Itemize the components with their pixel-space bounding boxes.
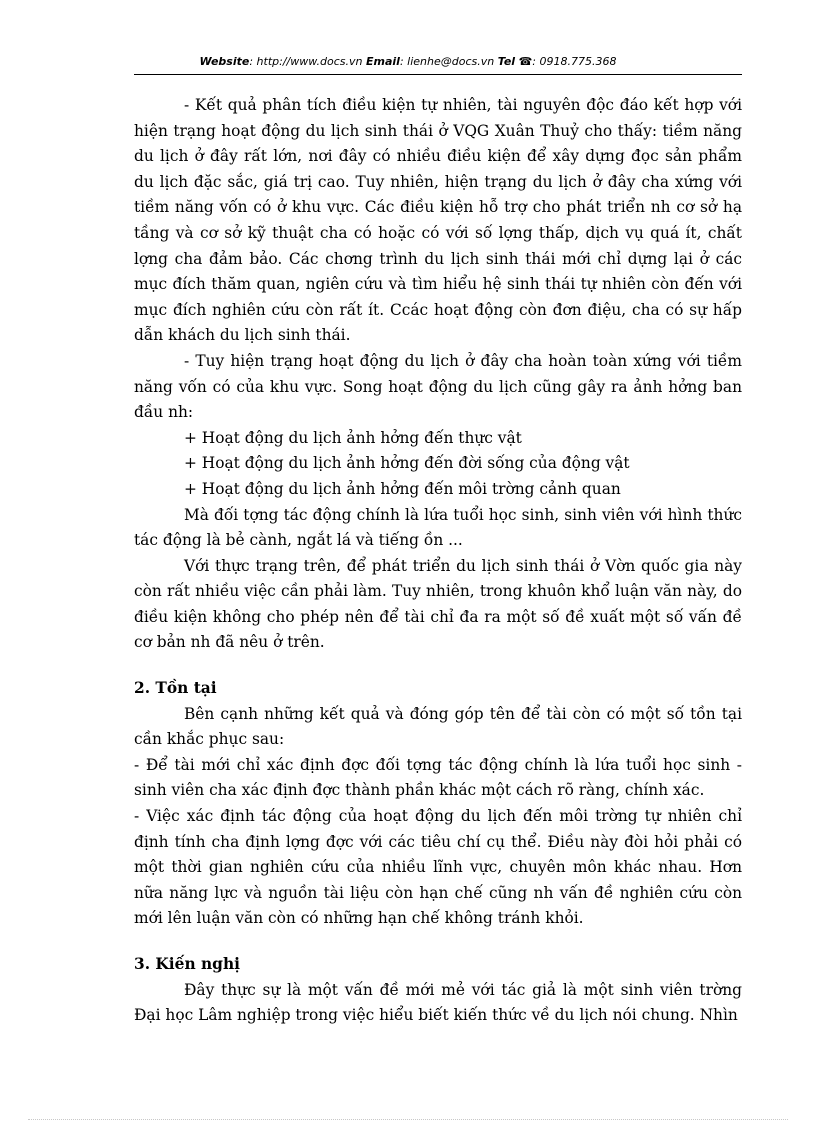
section-heading-recommendations: 3. Kiến nghị	[134, 955, 240, 973]
header-divider	[134, 74, 742, 75]
page-header	[0, 55, 816, 68]
website-value: : http://www.docs.vn	[249, 55, 363, 68]
tel-label: Tel	[497, 55, 516, 68]
paragraph-limitation-2: - Việc xác định tác động của hoạt động du lịch đến môi trờng tự nhiên chỉ định tính cha định lợng đợc với các tiêu chí cụ thể. Điều này đòi hỏi phải có một thời gian nghiên cứu của nhiều lĩnh vực, chuyên môn khác nhau. Hơn nữa năng lực và nguồn tài liệu còn hạn chế cũng nh vấn đề nghiên cứu còn mới lên luận văn còn có những hạn chế không tránh khỏi.	[134, 807, 742, 928]
tel-value: : 0918.775.368	[532, 55, 617, 68]
section-heading-limitations: 2. Tồn tại	[134, 679, 217, 698]
phone-icon: ☎	[518, 55, 533, 68]
paragraph-recommendations: Đây thực sự là một vấn đề mới mẻ với tác giả là một sinh viên trờng Đại học Lâm nghiệp trong việc hiểu biết kiến thức về du lịch nói chung. Nhìn	[134, 980, 742, 1025]
bullet-item: + Hoạt động du lịch ảnh hởng đến đời sống của động vật	[184, 454, 630, 473]
footer-dotted-line	[28, 1119, 788, 1120]
bullet-item: + Hoạt động du lịch ảnh hởng đến thực vật	[184, 428, 522, 447]
paragraph-results: - Kết quả phân tích điều kiện tự nhiên, tài nguyên độc đáo kết hợp với hiện trạng hoạt động du lịch sinh thái ở VQG Xuân Thuỷ cho thấy: tiềm năng du lịch ở đây rất lớn, nơi đây có nhiều điều kiện để xây dựng đọc sản phẩm du lịch đặc sắc, giá trị cao. Tuy nhiên, hiện trạng du lịch ở đây cha xứng với tiềm năng vốn có ở khu vực. Các điều kiện hỗ trợ cho phát triển nh cơ sở hạ tầng và cơ sở kỹ thuật cha có hoặc có với số lợng thấp, dịch vụ quá ít, chất lợng cha đảm bảo. Các chơng trình du lịch sinh thái mới chỉ dựng lại ở các mục đích thăm quan, ngiên cứu và tìm hiểu hệ sinh thái tự nhiên còn đến với mục đích nghiên cứu còn rất ít. Ccác hoạt động còn đơn điệu, cha có sự hấp dẫn khách du lịch sinh thái.	[134, 96, 742, 345]
email-label: Email	[366, 55, 400, 68]
paragraph-targets: Mà đối tợng tác động chính là lứa tuổi học sinh, sinh viên với hình thức tác động là bẻ cành, ngắt lá và tiếng ồn ...	[134, 505, 742, 550]
email-value: : lienhe@docs.vn	[399, 55, 495, 68]
paragraph-conclusion: Với thực trạng trên, để phát triển du lịch sinh thái ở Vờn quốc gia này còn rất nhiều việc cần phải làm. Tuy nhiên, trong khuôn khổ luận văn này, do điều kiện không cho phép nên để tài chỉ đa ra một số đề xuất một số vấn đề cơ bản nh đã nêu ở trên.	[134, 556, 742, 652]
paragraph-limitation-1: - Để tài mới chỉ xác định đợc đối tợng tác động chính là lứa tuổi học sinh - sinh viên cha xác định đợc thành phần khác một cách rõ ràng, chính xác.	[134, 755, 742, 800]
paragraph-impacts: - Tuy hiện trạng hoạt động du lịch ở đây cha hoàn toàn xứng với tiềm năng vốn có của khu vực. Song hoạt động du lịch cũng gây ra ảnh hởng ban đầu nh:	[134, 351, 742, 422]
paragraph-limitations-intro: Bên cạnh những kết quả và đóng góp tên để tài còn có một số tồn tại cần khắc phục sau:	[134, 704, 742, 749]
website-label: Website	[199, 55, 250, 68]
bullet-item: + Hoạt động du lịch ảnh hởng đến môi trờng cảnh quan	[184, 479, 621, 498]
document-body	[134, 93, 742, 1029]
